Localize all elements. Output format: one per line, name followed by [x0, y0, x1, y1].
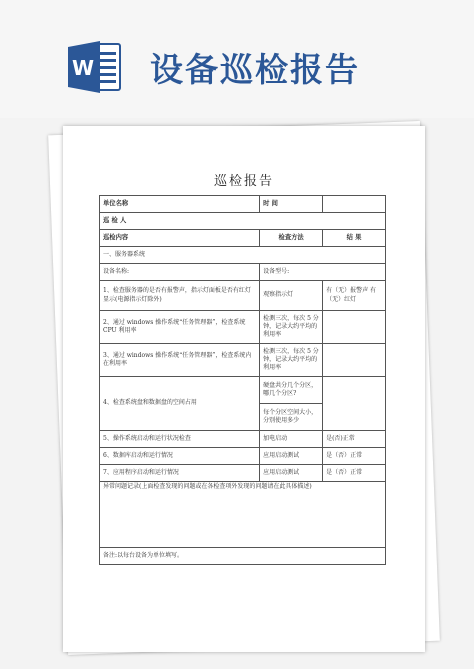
header-title: 设备巡检报告 [150, 50, 360, 89]
unit-name-label: 单位名称 [100, 196, 260, 213]
section-title: 一、服务器系统 [100, 247, 386, 264]
item-5-content: 5、操作系统启动和运行状况检查 [100, 431, 260, 448]
item-3-method: 检测三次，每次 5 分钟，记录大约平均的利用率 [260, 344, 323, 377]
document-page [63, 126, 425, 652]
table-row [100, 465, 386, 482]
note-text: 备注:以每台设备为单位填写。 [100, 548, 386, 565]
inspection-form-table [99, 195, 386, 565]
item-7-content: 7、应用程序启动和运行情况 [100, 465, 260, 482]
time-label: 时 间 [260, 196, 323, 213]
document-title: 巡检报告 [213, 174, 274, 189]
item-6-content: 6、数据库启动和运行情况 [100, 448, 260, 465]
column-header-result: 结 果 [323, 230, 386, 247]
device-name-label: 设备名称: [100, 264, 260, 281]
time-value-cell[interactable] [323, 196, 386, 213]
item-4-content: 4、检查系统盘和数据盘的空间占用 [100, 377, 260, 431]
table-row [100, 311, 386, 344]
item-6-result: 是（否）正常 [323, 448, 386, 465]
item-5-result: 是(否)正常 [323, 431, 386, 448]
item-5-method: 加电启动 [260, 431, 323, 448]
exception-record-field[interactable]: 异常问题记录(上面检查发现的问题或在各检查项外发现的问题请在此具体描述) [100, 482, 386, 548]
table-row [100, 196, 386, 213]
table-row [100, 344, 386, 377]
table-row [100, 377, 386, 404]
item-1-method: 观察指示灯 [260, 281, 323, 311]
item-1-result: 有（无）报警声 有（无）红灯 [323, 281, 386, 311]
table-row [100, 247, 386, 264]
item-3-result[interactable] [323, 344, 386, 377]
item-7-method: 应用启动测试 [260, 465, 323, 482]
table-row [100, 431, 386, 448]
word-icon [66, 38, 124, 96]
table-row [100, 281, 386, 311]
table-row [100, 264, 386, 281]
table-row [100, 548, 386, 565]
device-model-label: 设备型号: [260, 264, 386, 281]
header-banner [0, 0, 474, 118]
column-header-method: 检查方法 [260, 230, 323, 247]
item-3-content: 3、通过 windows 操作系统“任务管理器”，检查系统内在利用率 [100, 344, 260, 377]
inspector-label: 巡 检 人 [100, 213, 386, 230]
item-2-result[interactable] [323, 311, 386, 344]
item-4-result[interactable] [323, 377, 386, 431]
item-2-content: 2、通过 windows 操作系统“任务管理器”，检查系统 CPU 利用率 [100, 311, 260, 344]
item-1-content: 1、检查服务器的是否有报警声，指示灯面板是否有红灯显示(电源指示灯除外) [100, 281, 260, 311]
item-4-method: 硬盘共分几个分区，哪几个分区? [260, 377, 323, 404]
table-row [100, 448, 386, 465]
item-7-result: 是（否）正常 [323, 465, 386, 482]
column-header-content: 巡检内容 [100, 230, 260, 247]
table-row [100, 482, 386, 548]
table-row [100, 230, 386, 247]
item-2-method: 检测三次，每次 5 分钟，记录大约平均的利用率 [260, 311, 323, 344]
item-6-method: 应用启动测试 [260, 448, 323, 465]
word-logo-letter: W [71, 56, 95, 80]
table-row [100, 213, 386, 230]
item-4-method-extra: 每个分区空间大小，分别使用多少 [260, 404, 323, 431]
